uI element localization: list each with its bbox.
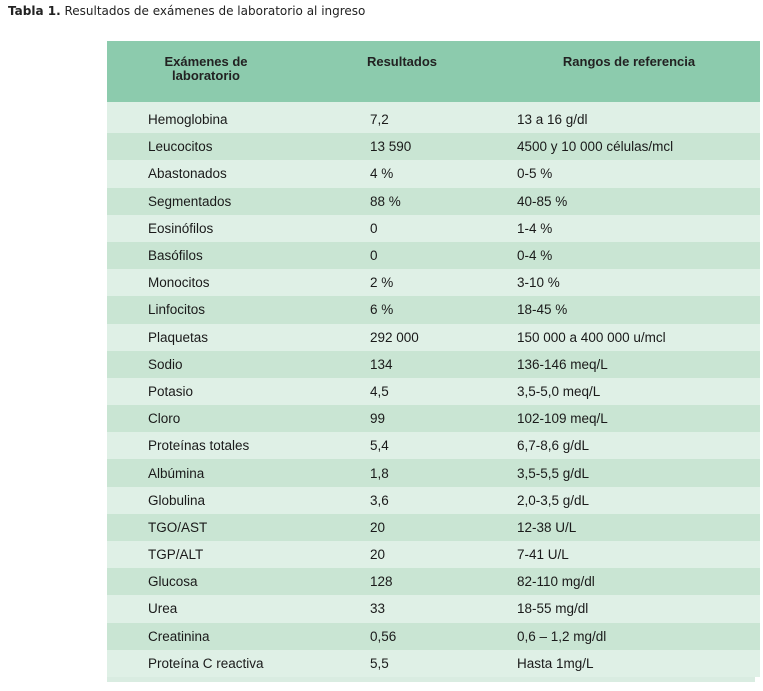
exam-name-cell: Plaquetas xyxy=(148,329,209,345)
header-exams xyxy=(107,41,306,102)
reference-range-cell: 0-4 % xyxy=(517,248,553,264)
header-exams-line2: laboratorio xyxy=(172,68,240,83)
exam-name-cell: Basófilos xyxy=(148,248,203,264)
result-value-cell: 20 xyxy=(370,519,386,535)
reference-range-cell: 40-85 % xyxy=(517,193,568,209)
result-value-cell: 6 % xyxy=(370,302,394,318)
result-value-cell: 33 xyxy=(370,601,386,617)
result-value-cell: 13 590 xyxy=(370,139,412,155)
reference-range-cell: 18-45 % xyxy=(517,302,568,318)
reference-range-cell: 4500 y 10 000 células/mcl xyxy=(517,139,674,155)
table-row xyxy=(107,106,760,133)
header-reference-ranges: Rangos de referencia xyxy=(562,54,696,69)
table-row xyxy=(107,595,760,622)
exam-name-cell: Proteína C reactiva xyxy=(148,655,264,671)
table-row xyxy=(107,459,760,486)
exam-name-cell: Leucocitos xyxy=(148,139,213,155)
result-value-cell: 5,4 xyxy=(370,438,389,454)
table-row xyxy=(107,133,760,160)
result-value-cell: 5,5 xyxy=(370,655,389,671)
reference-range-cell: 82-110 mg/dl xyxy=(517,574,595,590)
result-value-cell: 3,6 xyxy=(370,492,389,508)
table-body xyxy=(107,102,760,677)
table-row xyxy=(107,215,760,242)
exam-name-cell: Potasio xyxy=(148,383,194,399)
table-row xyxy=(107,188,760,215)
table-row xyxy=(107,650,760,677)
result-value-cell: 128 xyxy=(370,574,393,590)
table-row xyxy=(107,568,760,595)
exam-name-cell: Proteínas totales xyxy=(148,438,250,454)
table-row xyxy=(107,296,760,323)
exam-name-cell: Hemoglobina xyxy=(148,112,228,128)
table-row xyxy=(107,432,760,459)
reference-range-cell: 18-55 mg/dl xyxy=(517,601,589,617)
table-row xyxy=(107,487,760,514)
reference-range-cell: 102-109 meq/L xyxy=(517,411,608,427)
exam-name-cell: Cloro xyxy=(148,411,181,427)
result-value-cell: 292 000 xyxy=(370,329,419,345)
result-value-cell: 4,5 xyxy=(370,383,389,399)
table-row xyxy=(107,514,760,541)
table-row xyxy=(107,378,760,405)
reference-range-cell: 3,5-5,5 g/dL xyxy=(517,465,590,481)
reference-range-cell: 7-41 U/L xyxy=(517,547,569,563)
reference-range-cell: 13 a 16 g/dl xyxy=(517,112,588,128)
caption-text: Resultados de exámenes de laboratorio al ingreso xyxy=(64,4,366,18)
reference-range-cell: 0-5 % xyxy=(517,166,553,182)
table-row xyxy=(107,269,760,296)
exam-name-cell: Creatinina xyxy=(148,628,210,644)
exam-name-cell: Eosinófilos xyxy=(148,220,214,236)
exam-name-cell: Segmentados xyxy=(148,193,232,209)
exam-name-cell: Urea xyxy=(148,601,178,617)
result-value-cell: 88 % xyxy=(370,193,401,209)
table-caption xyxy=(8,4,365,18)
result-value-cell: 0 xyxy=(370,220,378,236)
exam-name-cell: TGO/AST xyxy=(148,519,208,535)
result-value-cell: 4 % xyxy=(370,166,394,182)
table-row xyxy=(107,160,760,187)
result-value-cell: 99 xyxy=(370,411,386,427)
exam-name-cell: TGP/ALT xyxy=(148,547,204,563)
exam-name-cell: Globulina xyxy=(148,492,206,508)
table-row xyxy=(107,405,760,432)
table-row xyxy=(107,623,760,650)
reference-range-cell: 1-4 % xyxy=(517,220,553,236)
result-value-cell: 20 xyxy=(370,547,386,563)
result-value-cell: 2 % xyxy=(370,275,394,291)
lab-results-table xyxy=(107,41,760,677)
exam-name-cell: Monocitos xyxy=(148,275,210,291)
exam-name-cell: Linfocitos xyxy=(148,302,206,318)
exam-name-cell: Sodio xyxy=(148,356,183,372)
caption-label: Tabla 1. xyxy=(8,4,61,18)
exam-name-cell: Abastonados xyxy=(148,166,227,182)
result-value-cell: 0 xyxy=(370,248,378,264)
reference-range-cell: 3,5-5,0 meq/L xyxy=(517,383,601,399)
table-row xyxy=(107,242,760,269)
table-row xyxy=(107,351,760,378)
lab-results-table-container xyxy=(107,41,755,682)
reference-range-cell: 0,6 – 1,2 mg/dl xyxy=(517,628,607,644)
table-row xyxy=(107,541,760,568)
exam-name-cell: Albúmina xyxy=(148,465,205,481)
result-value-cell: 1,8 xyxy=(370,465,389,481)
reference-range-cell: 3-10 % xyxy=(517,275,560,291)
header-exams-line1: Exámenes de xyxy=(164,54,248,69)
result-value-cell: 7,2 xyxy=(370,112,389,128)
header-results: Resultados xyxy=(366,54,438,69)
reference-range-cell: 136-146 meq/L xyxy=(517,356,608,372)
reference-range-cell: 6,7-8,6 g/dL xyxy=(517,438,590,454)
result-value-cell: 0,56 xyxy=(370,628,397,644)
exam-name-cell: Glucosa xyxy=(148,574,198,590)
table-header-row xyxy=(107,41,760,102)
reference-range-cell: 12-38 U/L xyxy=(517,519,577,535)
table-row xyxy=(107,324,760,351)
result-value-cell: 134 xyxy=(370,356,393,372)
reference-range-cell: 2,0-3,5 g/dL xyxy=(517,492,590,508)
reference-range-cell: Hasta 1mg/L xyxy=(517,655,594,671)
reference-range-cell: 150 000 a 400 000 u/mcl xyxy=(517,329,666,345)
